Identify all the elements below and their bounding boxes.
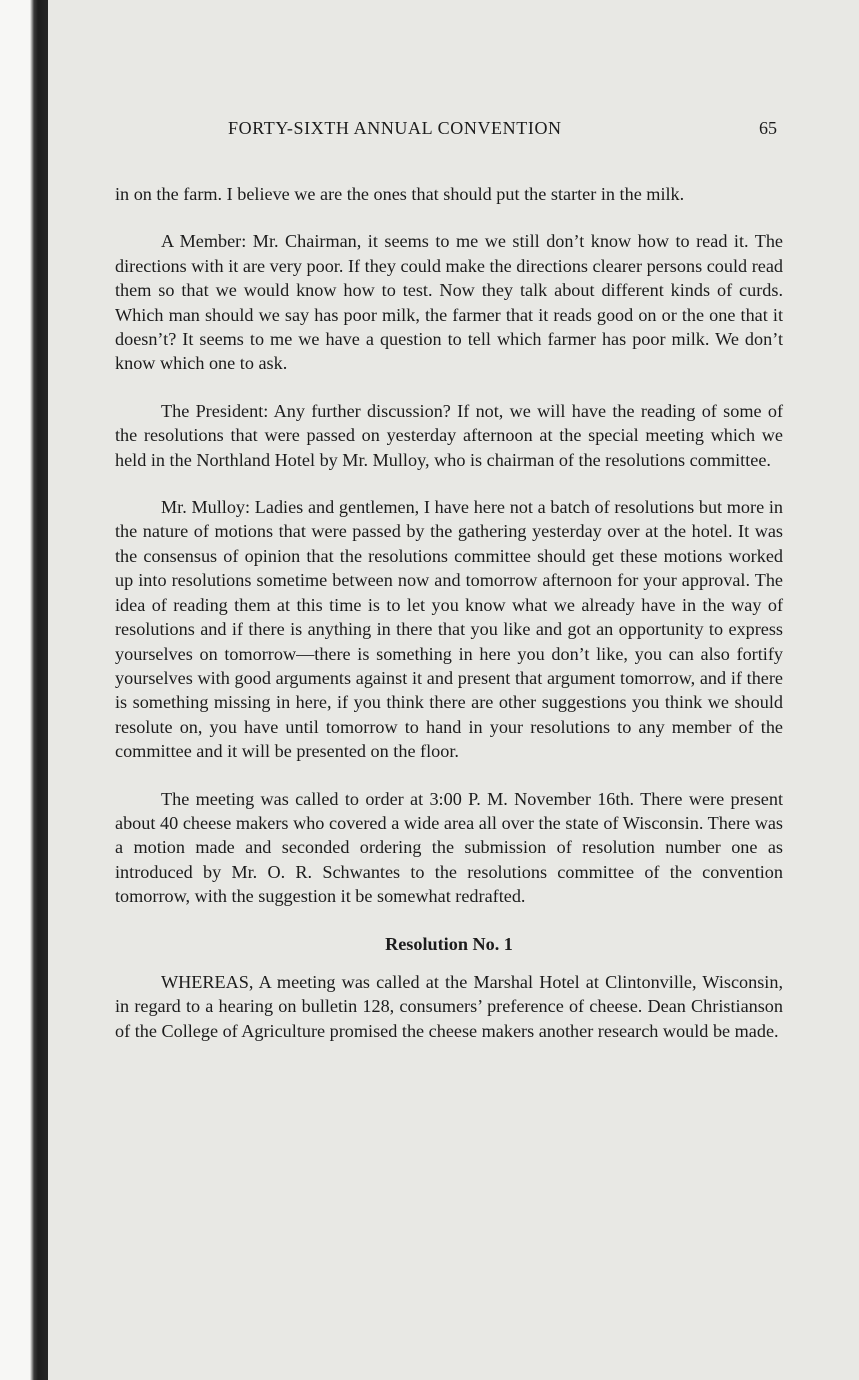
paragraph-member-remark: A Member: Mr. Chairman, it seems to me we still don’t know how to read it. The directions with it are very poor. If they could make the directions clearer persons could read them so that we would know how to test. Now they talk about different kinds of curds. Which man should we say has poor milk, the farmer that it reads good on or the one that it doesn’t? It seems to me we have a question to tell which farmer has poor milk. We don’t know which one to ask. — [115, 231, 783, 374]
resolution-heading: Resolution No. 1 — [385, 933, 513, 954]
document-page — [48, 0, 859, 1380]
paragraph-meeting-minutes: The meeting was called to order at 3:00 P. M. November 16th. There were present about 40 cheese makers who covered a wide area all over the state of Wisconsin. There was a motion made and seconded ordering the submission of resolution number one as introduced by Mr. O. R. Schwantes to the resolutions committee of the convention tomorrow, with the suggestion it be somewhat redrafted. — [115, 788, 783, 907]
page-number: 65 — [759, 118, 777, 138]
book-spine-shadow — [0, 0, 48, 1380]
paragraph-president-remark: The President: Any further discussion? If not, we will have the reading of some of the resolutions that were passed on yesterday afternoon at the special meeting which we held in the Northland Hotel by Mr. Mulloy, who is chairman of the resolutions committee. — [115, 400, 783, 470]
running-head-title: FORTY-SIXTH ANNUAL CONVENTION — [228, 118, 562, 138]
paragraph-mulloy-remark: Mr. Mulloy: Ladies and gentlemen, I have here not a batch of resolutions but more in the nature of motions that were passed by the gathering yesterday over at the hotel. It was the consensus of opinion that the resolutions committee should get these motions worked up into resolutions sometime between now and tomorrow afternoon for your approval. The idea of reading them at this time is to let you know what we already have in the way of resolutions and if there is anything in there that you like and got an opportunity to express yourselves on tomorrow—there is something in here you don’t like, you can also fortify yourselves with good arguments against it and present that argument tomorrow, and if there is something missing in here, if you think there are other suggestions you think we should resolute on, you have until tomorrow to hand in your resolutions to any member of the committee and it will be presented on the floor. — [115, 497, 783, 762]
paragraph-continuation: in on the farm. I believe we are the ones that should put the starter in the milk. — [115, 184, 685, 204]
resolution-text: WHEREAS, A meeting was called at the Marshal Hotel at Clintonville, Wisconsin, in regard to a hearing on bulletin 128, consumers’ preference of cheese. Dean Christianson of the College of Agriculture promised the cheese makers another research would be made. — [115, 971, 783, 1041]
body-text — [115, 182, 783, 1066]
